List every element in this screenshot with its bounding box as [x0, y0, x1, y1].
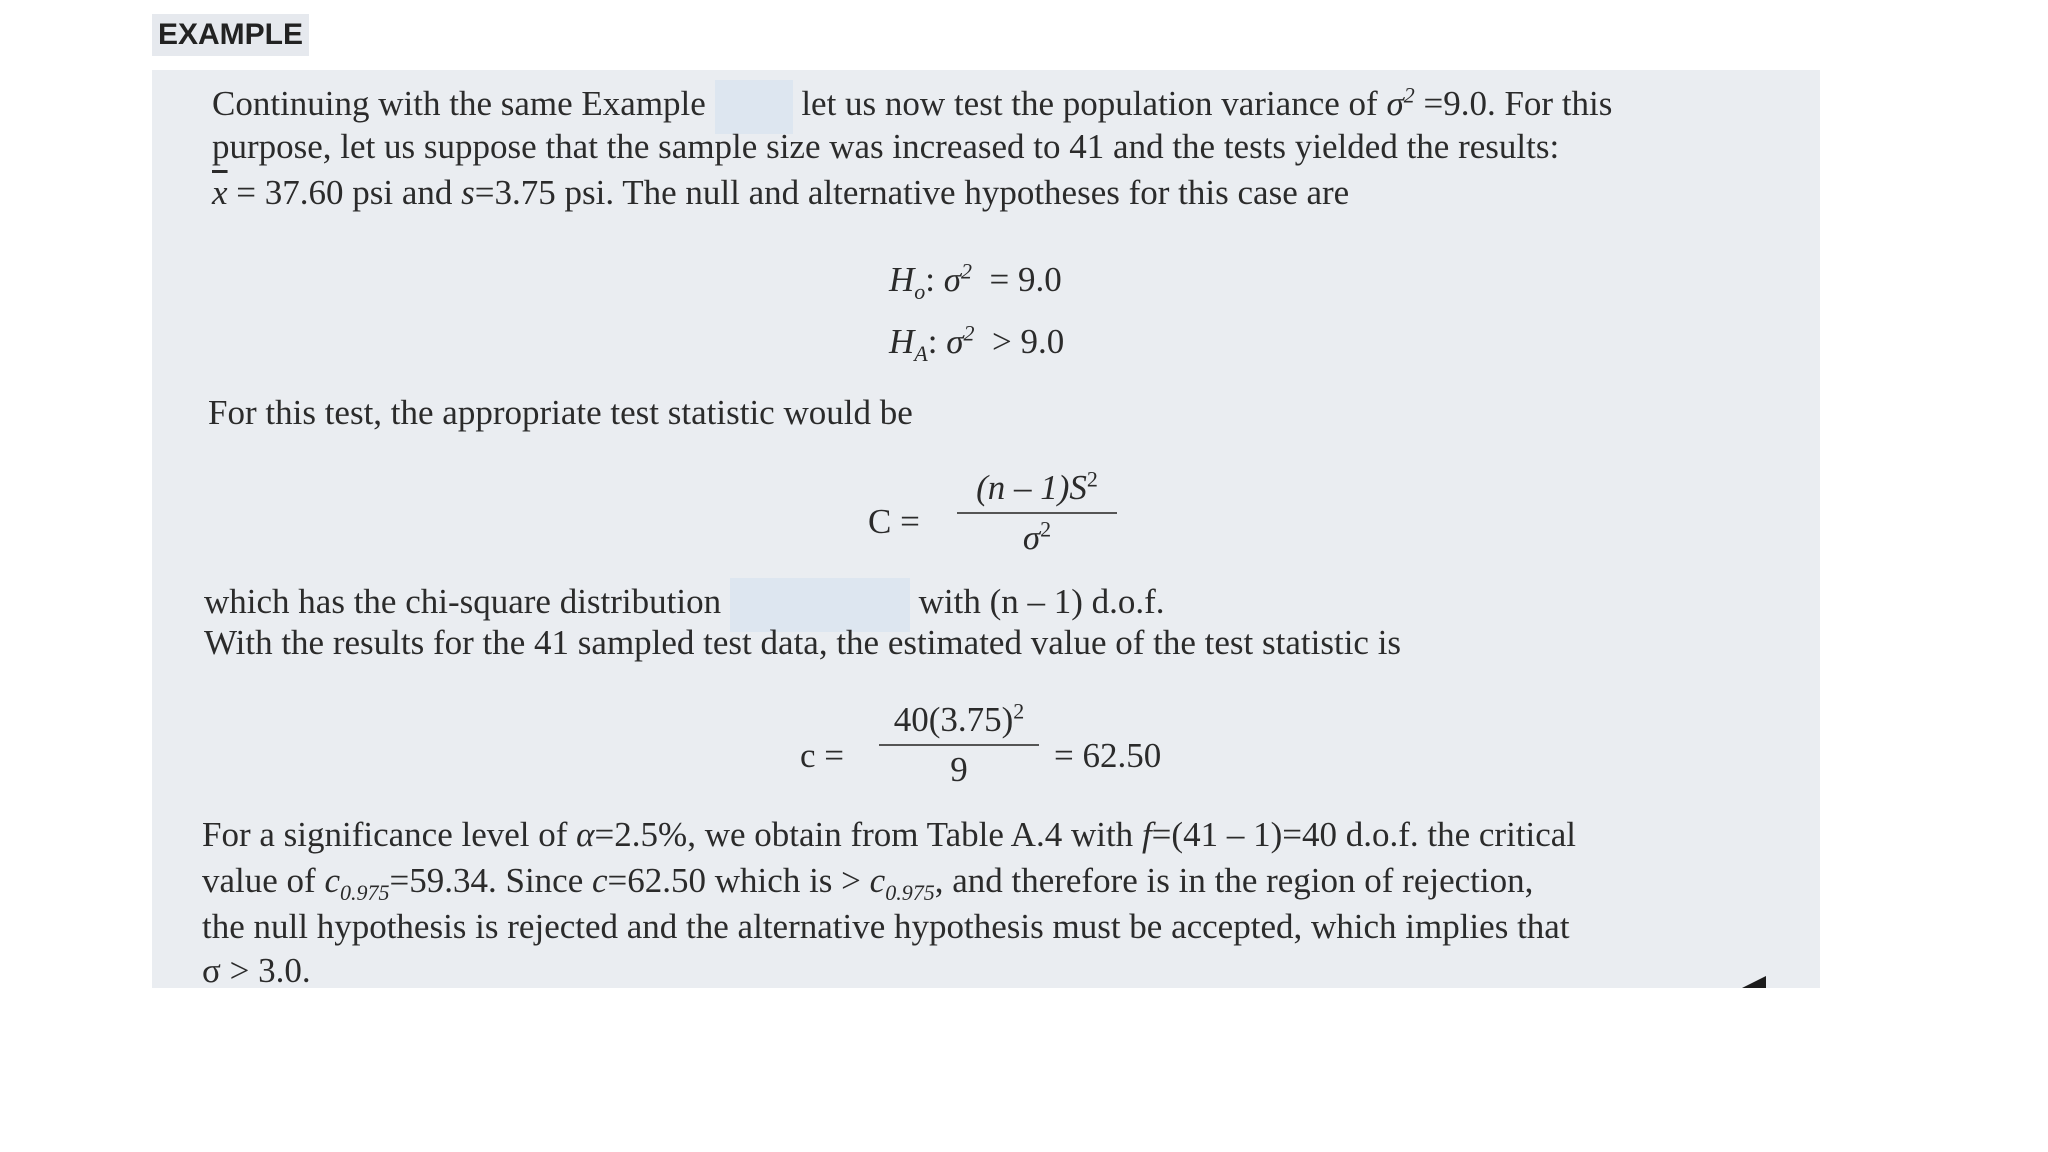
paragraph-4: With the results for the 41 sampled test data, the estimated value of the test statistic is: [204, 623, 1402, 662]
calc-lhs: c =: [800, 736, 845, 775]
scanned-example-page: [152, 70, 1820, 988]
paragraph-1-line-2: purpose, let us suppose that the sample size was increased to 41 and the tests yielded the results:: [212, 127, 1560, 166]
text-value-of: value of: [202, 861, 316, 900]
text-sample-mean: = 37.60 psi and: [236, 173, 453, 212]
stat-formula-numerator: (n – 1)S: [976, 468, 1087, 507]
null-hypothesis-value: = 9.0: [989, 260, 1062, 299]
null-hypothesis: $H_o$: $\sigma^2 = 9.0$: [889, 258, 1062, 304]
c-symbol: c: [592, 861, 608, 900]
text-critical-value: =59.34. Since: [389, 861, 584, 900]
stat-formula-lhs: C =: [868, 502, 920, 541]
calc-result: = 62.50: [1054, 736, 1162, 775]
text-variance-value: =9.0. For this: [1423, 84, 1613, 124]
scan-corner-mark: [1742, 976, 1766, 988]
text-dof: with (n – 1) d.o.f.: [918, 582, 1165, 622]
alpha-symbol: α: [576, 815, 595, 854]
f-symbol: f: [1141, 815, 1152, 854]
text-chi-square: which has the chi-square distribution: [204, 582, 722, 622]
sigma-squared-symbol: $\sigma^2$: [1386, 82, 1415, 124]
stat-formula-denominator: σ: [1022, 518, 1041, 557]
paragraph-5-line-4: σ > 3.0.: [202, 951, 311, 990]
paragraph-5-line-2: [202, 860, 1534, 905]
example-heading: EXAMPLE: [152, 14, 309, 56]
text-sample-std: =3.75 psi. The null and alternative hypotheses for this case are: [474, 173, 1350, 212]
paragraph-5-line-3: the null hypothesis is rejected and the alternative hypothesis must be accepted, which implies that: [202, 907, 1570, 946]
text-comparison: =62.50 which is >: [607, 861, 861, 900]
paragraph-5-line-1: [202, 814, 1576, 856]
alternative-hypothesis: $H_A$: $\sigma^2 > 9.0$: [889, 320, 1065, 366]
critical-value-symbol-2: $c_{0.975}$: [869, 861, 935, 905]
text-critical: =(41 – 1)=40 d.o.f. the critical: [1151, 815, 1577, 854]
calc-denominator: 9: [950, 750, 968, 789]
x-bar-symbol: $\overline{x}$: [212, 173, 228, 212]
text-continuing: Continuing with the same Example: [212, 84, 706, 124]
text-table-lookup: =2.5%, we obtain from Table A.4 with: [594, 815, 1134, 854]
critical-value-symbol: $c_{0.975}$: [324, 861, 390, 905]
stat-formula-fraction: $\frac{(n - 1)S^2}{\sigma^2}$: [957, 468, 1117, 558]
text-rejection-region: , and therefore is in the region of rejection,: [934, 861, 1534, 900]
paragraph-1-line-3: [212, 172, 1349, 214]
text-significance: For a significance level of: [202, 815, 568, 854]
calc-fraction: $\frac{40(3.75)^2}{9}$: [879, 700, 1039, 790]
alternative-hypothesis-value: > 9.0: [991, 322, 1065, 361]
text-test-variance: let us now test the population variance of: [801, 84, 1378, 124]
calc-numerator: 40(3.75): [893, 700, 1014, 739]
paragraph-2: For this test, the appropriate test statistic would be: [208, 393, 913, 432]
s-symbol: s: [461, 173, 475, 212]
